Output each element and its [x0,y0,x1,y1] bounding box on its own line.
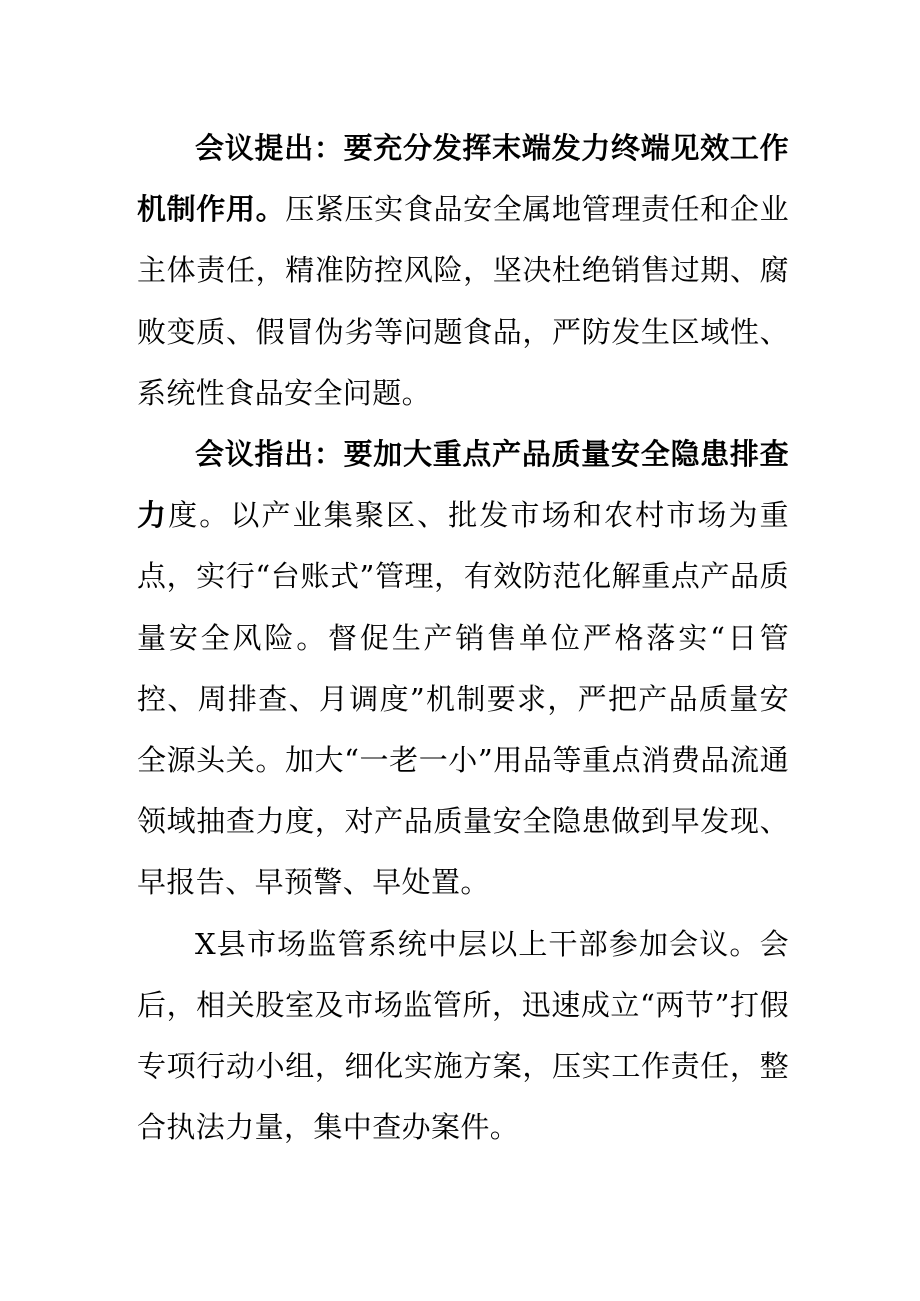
paragraph-meeting-point [137,424,789,914]
paragraph-text: 度。以产业集聚区、批发市场和农村市场为重点，实行“台账式”管理，有效防范化解重点产品质量安全风险。督促生产销售单位严格落实“日管控、周排查、月调度”机制要求，严把产品质量安全源头关。加大“一老一小”用品等重点消费品流通领域抽查力度，对产品质量安全隐患做到早发现、早报告、早预警、早处置。 [137,498,789,900]
paragraph-lead: 会议指出：要加大重点产品质量安全隐患排查力 [137,437,789,533]
paragraph-text: X县市场监管系统中层以上干部参加会议。会后，相关股室及市场监管所，迅速成立“两节”打假专项行动小组，细化实施方案，压实工作责任，整合执法力量，集中查办案件。 [137,926,789,1145]
document-body [137,118,789,1158]
paragraph-lead: 会议提出：要充分发挥末端发力终端见效工作机制作用。 [137,131,789,227]
paragraph-attendance [137,914,789,1159]
paragraph-text: 压紧压实食品安全属地管理责任和企业主体责任，精准防控风险，坚决杜绝销售过期、腐败变质、假冒伪劣等问题食品，严防发生区域性、系统性食品安全问题。 [137,192,789,410]
paragraph-meeting-proposal [137,118,789,424]
